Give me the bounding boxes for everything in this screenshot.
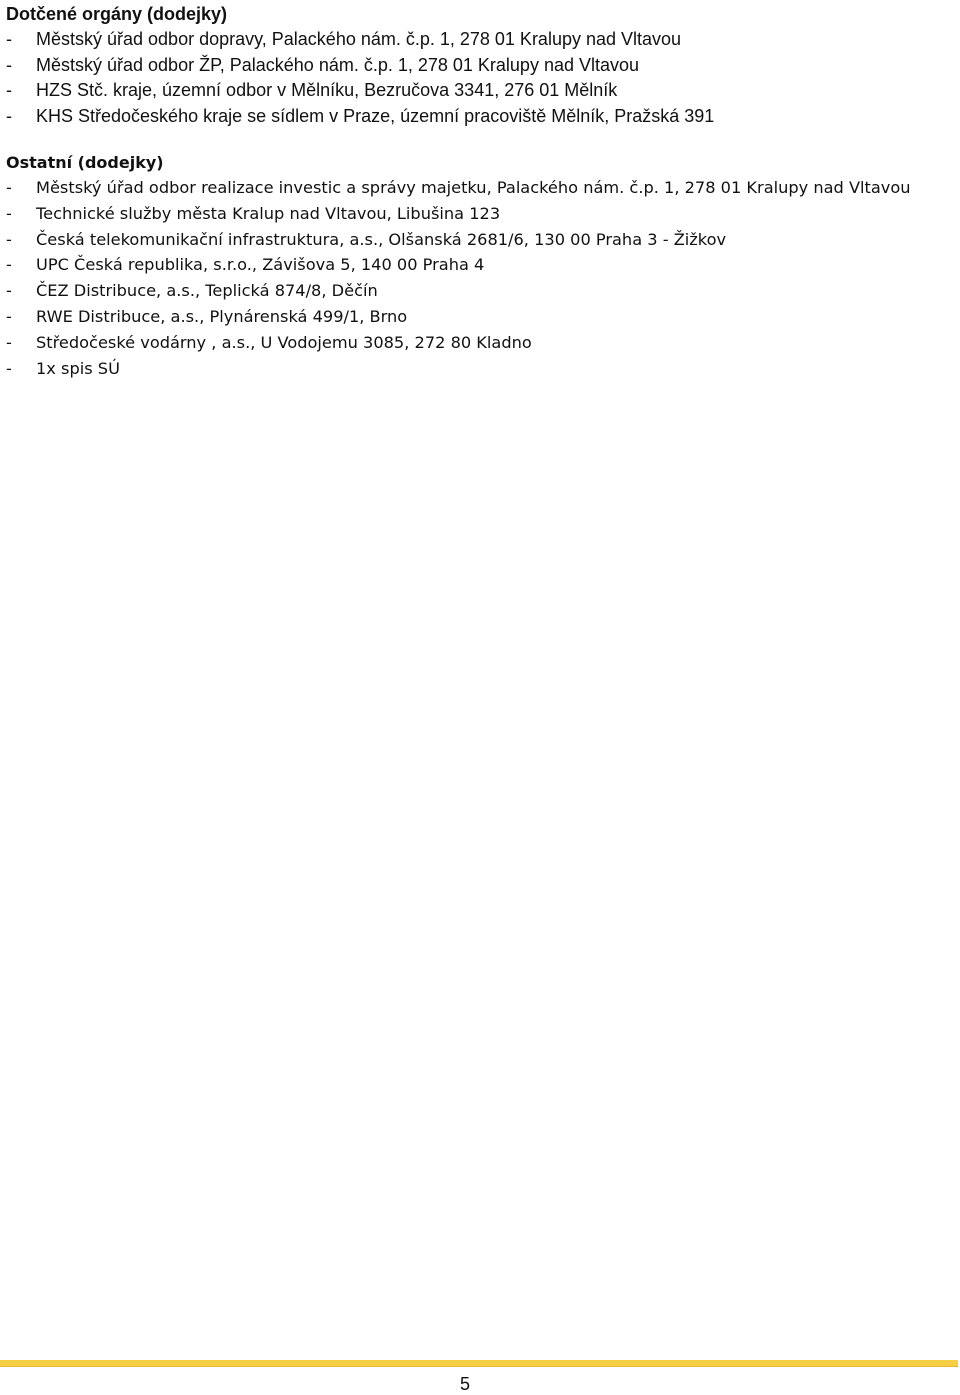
list-item <box>6 304 936 330</box>
section-ostatni <box>6 150 936 381</box>
list-item <box>6 330 936 356</box>
list-item-text: Městský úřad odbor ŽP, Palackého nám. č.p. 1, 278 01 Kralupy nad Vltavou <box>36 54 640 75</box>
page-number: 5 <box>459 1374 470 1394</box>
document-content <box>6 0 936 381</box>
bullet-dash: - <box>6 178 12 197</box>
bullet-dash: - <box>6 306 12 326</box>
bullet-dash: - <box>6 281 12 301</box>
list-item-text: Městský úřad odbor realizace investic a správy majetku, Palackého nám. č.p. 1, 278 01 Kralupy nad Vltavou <box>36 178 911 197</box>
list-item <box>6 227 936 253</box>
list-item-text: ČEZ Distribuce, a.s., Teplická 874/8, Děčín <box>36 281 378 301</box>
list-item <box>6 201 936 227</box>
footer-rule <box>0 1360 958 1367</box>
list-item <box>6 27 936 53</box>
bullet-dash: - <box>6 358 12 378</box>
bullet-dash: - <box>6 203 12 223</box>
list-item-text: Středočeské vodárny , a.s., U Vodojemu 3085, 272 80 Kladno <box>36 332 532 352</box>
recipient-list <box>6 27 936 129</box>
list-item-text: RWE Distribuce, a.s., Plynárenská 499/1, Brno <box>36 306 408 326</box>
list-item <box>6 78 936 104</box>
list-item-text: HZS Stč. kraje, územní odbor v Mělníku, Bezručova 3341, 276 01 Mělník <box>36 80 618 100</box>
section-title: Dotčené orgány (dodejky) <box>6 4 228 24</box>
section-title: Ostatní (dodejky) <box>6 153 164 172</box>
list-item <box>6 104 936 130</box>
list-item <box>6 278 936 304</box>
list-item <box>6 175 936 201</box>
list-item-text: Městský úřad odbor dopravy, Palackého nám. č.p. 1, 278 01 Kralupy nad Vltavou <box>36 29 682 49</box>
list-item <box>6 252 936 278</box>
bullet-dash: - <box>6 255 12 275</box>
list-item-text: KHS Středočeského kraje se sídlem v Praze, územní pracoviště Mělník, Pražská 391 <box>36 105 715 126</box>
list-item <box>6 53 936 79</box>
list-item-text: Česká telekomunikační infrastruktura, a.s., Olšanská 2681/6, 130 00 Praha 3 - Žižkov <box>36 229 727 249</box>
list-item-text: UPC Česká republika, s.r.o., Závišova 5, 140 00 Praha 4 <box>36 255 485 275</box>
section-dotcene-organy <box>6 2 936 129</box>
recipient-list <box>6 175 936 381</box>
list-item-text: 1x spis SÚ <box>36 358 120 378</box>
bullet-dash: - <box>6 80 12 100</box>
list-item <box>6 356 936 382</box>
list-item-text: Technické služby města Kralup nad Vltavou, Libušina 123 <box>36 203 501 223</box>
bullet-dash: - <box>6 54 12 75</box>
bullet-dash: - <box>6 229 12 249</box>
bullet-dash: - <box>6 29 12 49</box>
bullet-dash: - <box>6 332 12 352</box>
bullet-dash: - <box>6 105 12 126</box>
